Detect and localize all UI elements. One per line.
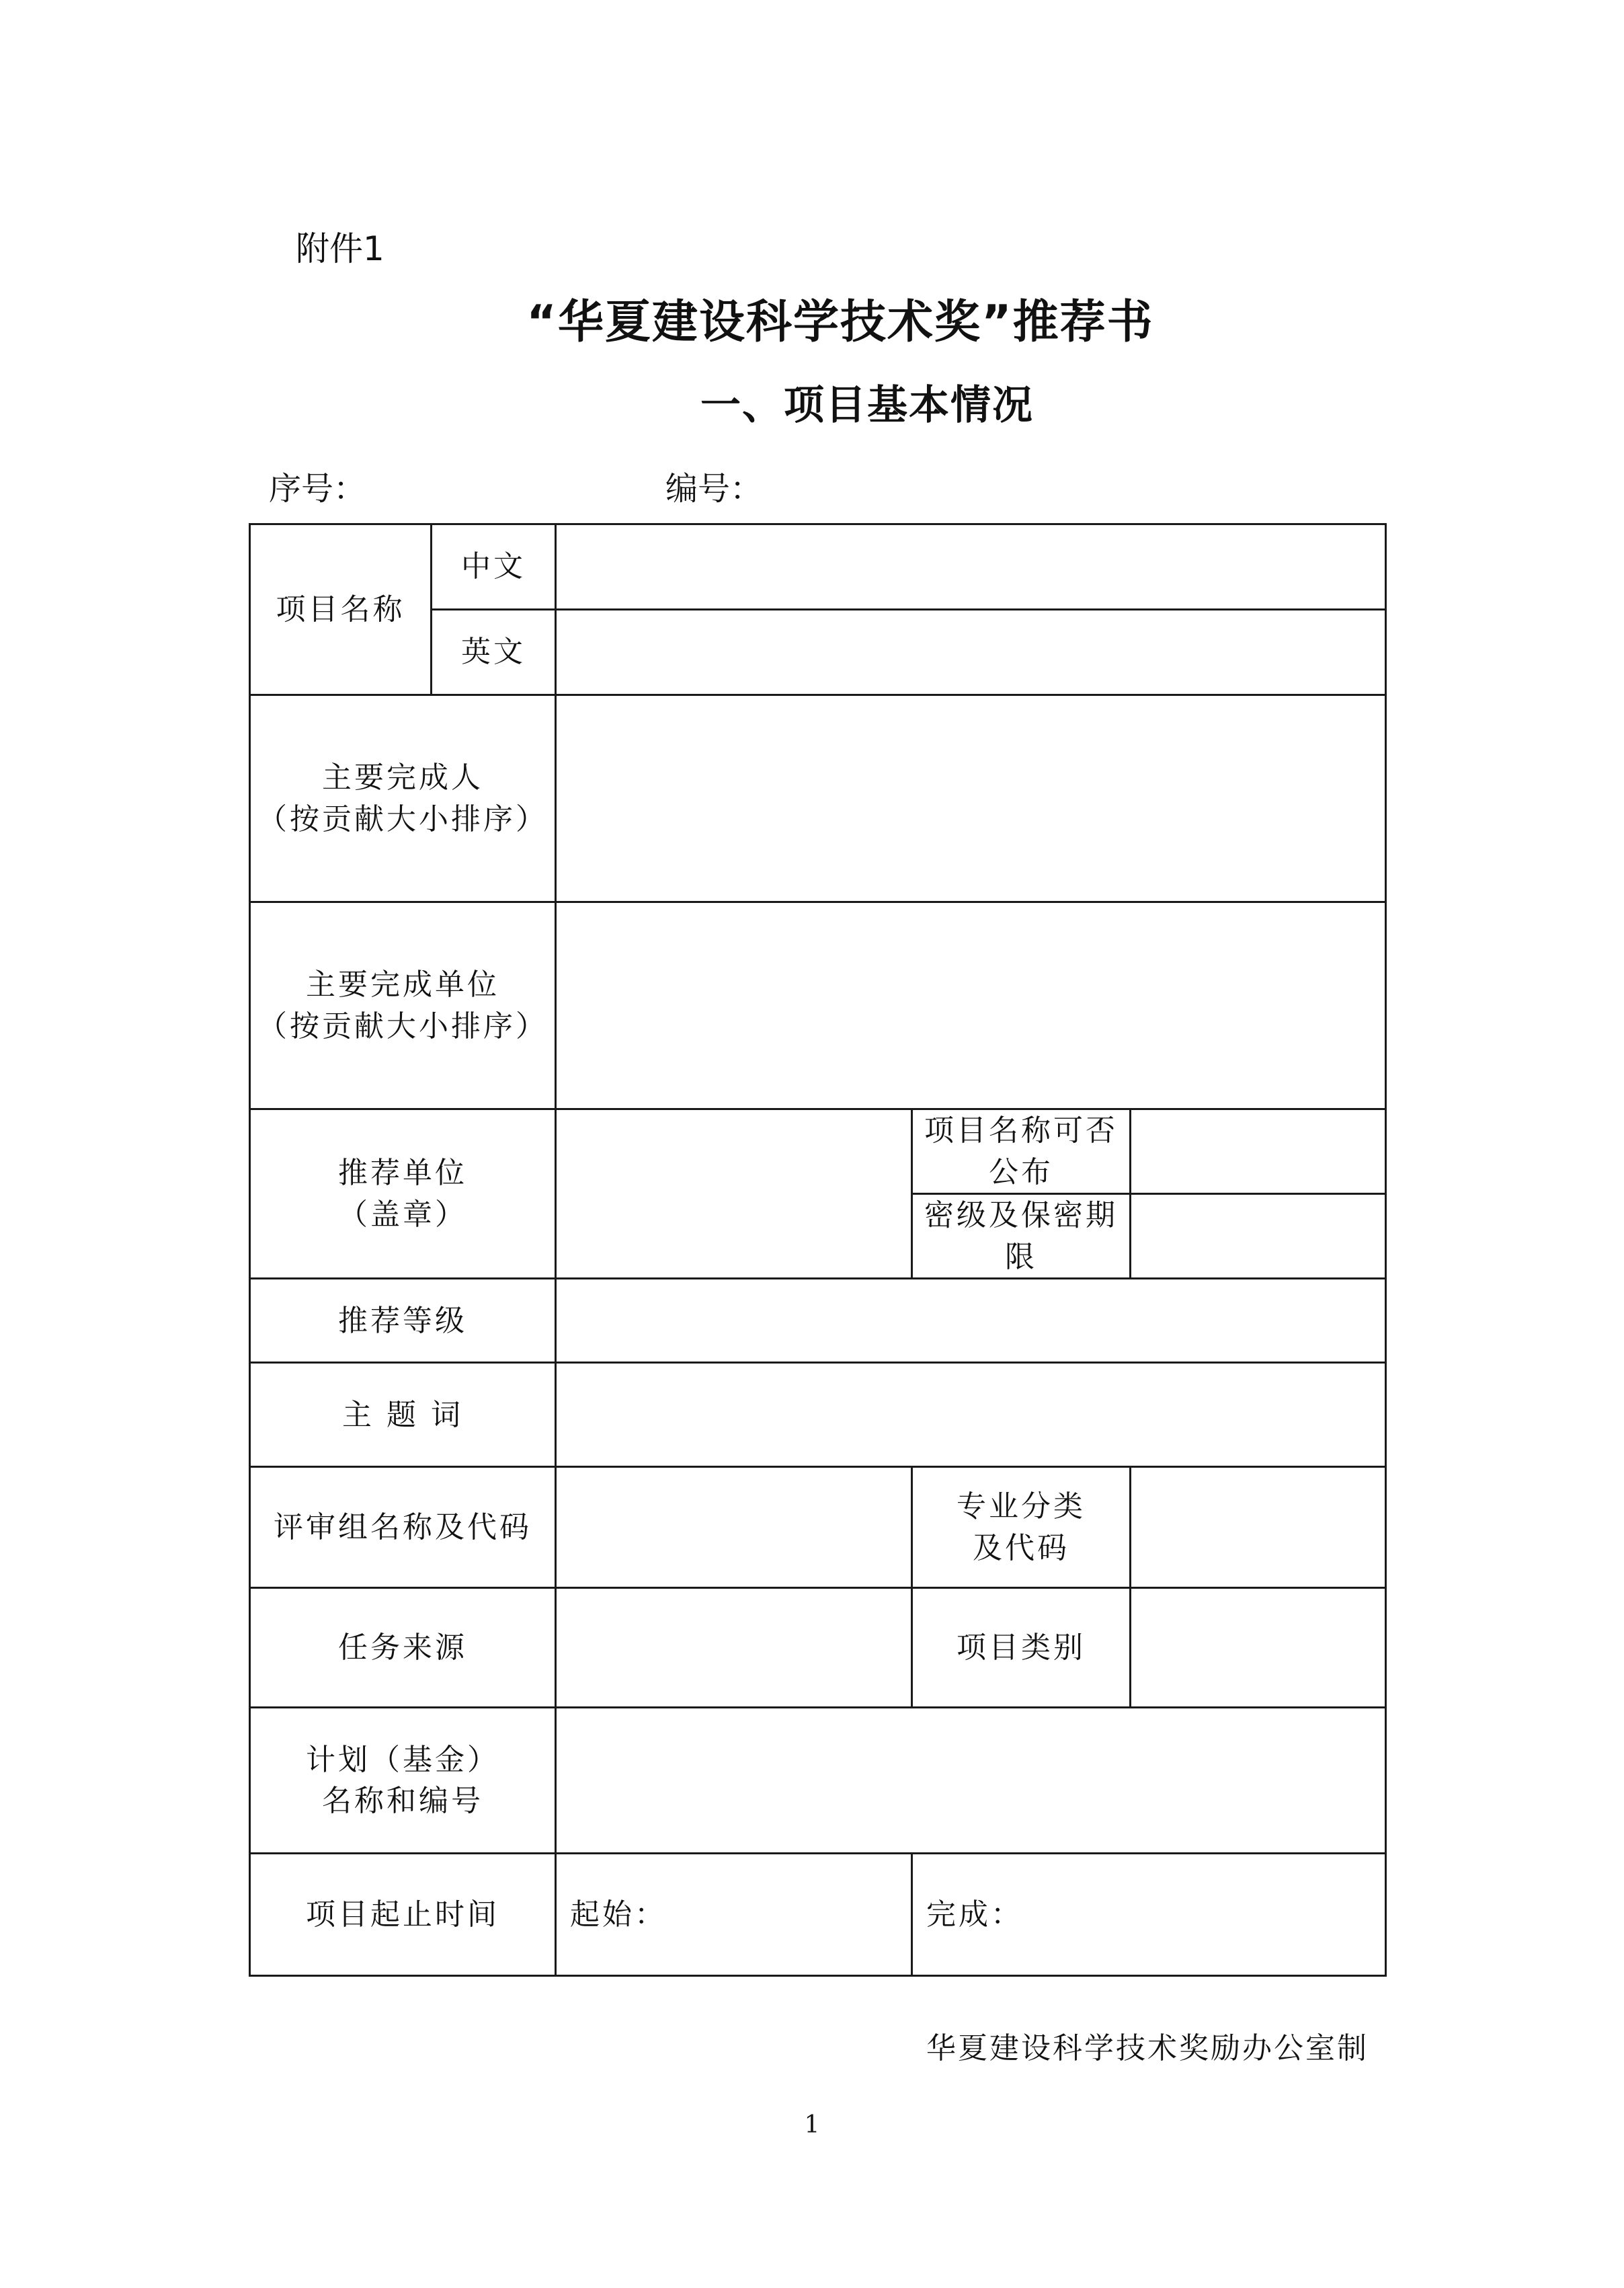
- recommend-unit-label: [250, 1109, 556, 1279]
- secret-level-label: 密级及保密期限: [912, 1194, 1131, 1279]
- table-row: [250, 1109, 1386, 1194]
- chinese-name-input[interactable]: [556, 524, 1386, 610]
- plan-fund-label-line1: 计划（基金）: [306, 1742, 499, 1777]
- plan-fund-input[interactable]: [556, 1708, 1386, 1854]
- main-units-label-line1: 主要完成单位: [306, 967, 499, 1002]
- table-row: [250, 902, 1386, 1109]
- main-units-label-line2: （按贡献大小排序）: [257, 1009, 548, 1043]
- name-public-input[interactable]: [1131, 1109, 1386, 1194]
- specialty-label-line1: 专业分类: [957, 1489, 1086, 1524]
- chinese-label: 中文: [432, 524, 556, 610]
- table-row: [250, 695, 1386, 902]
- project-type-input[interactable]: [1131, 1588, 1386, 1708]
- recommend-grade-input[interactable]: [556, 1279, 1386, 1363]
- attachment-label: 附件1: [296, 229, 384, 268]
- task-source-input[interactable]: [556, 1588, 912, 1708]
- project-period-label: 项目起止时间: [250, 1854, 556, 1976]
- recommend-grade-label: 推荐等级: [250, 1279, 556, 1363]
- table-row: [250, 1279, 1386, 1363]
- section-title: 一、项目基本情况: [700, 382, 1034, 429]
- table-row: [250, 1467, 1386, 1588]
- specialty-label: [912, 1467, 1131, 1588]
- main-persons-label-line1: 主要完成人: [322, 760, 483, 795]
- sequence-number-label: 序号：: [269, 470, 366, 508]
- document-title: “华夏建设科学技术奖”推荐书: [526, 296, 1154, 349]
- main-units-label: [250, 902, 556, 1109]
- project-type-label: 项目类别: [912, 1588, 1131, 1708]
- plan-fund-label: [250, 1708, 556, 1854]
- keywords-label: 主 题 词: [250, 1363, 556, 1467]
- specialty-input[interactable]: [1131, 1467, 1386, 1588]
- recommend-unit-label-line2: （盖章）: [338, 1197, 467, 1232]
- footer-organization: 华夏建设科学技术奖励办公室制: [926, 2031, 1369, 2065]
- name-public-label: 项目名称可否公布: [912, 1109, 1131, 1194]
- serial-code-label: 编号：: [665, 470, 763, 508]
- recommend-unit-input[interactable]: [556, 1109, 912, 1279]
- review-group-input[interactable]: [556, 1467, 912, 1588]
- page-number: 1: [804, 2111, 820, 2139]
- table-row: [250, 1588, 1386, 1708]
- plan-fund-label-line2: 名称和编号: [322, 1784, 483, 1819]
- specialty-label-line2: 及代码: [973, 1530, 1069, 1565]
- table-row: [250, 1854, 1386, 1976]
- main-persons-input[interactable]: [556, 695, 1386, 902]
- end-date-field[interactable]: 完成：: [912, 1854, 1386, 1976]
- start-date-field[interactable]: 起始：: [556, 1854, 912, 1976]
- recommend-unit-label-line1: 推荐单位: [338, 1156, 467, 1191]
- secret-level-input[interactable]: [1131, 1194, 1386, 1279]
- english-label: 英文: [432, 610, 556, 695]
- review-group-label: 评审组名称及代码: [250, 1467, 556, 1588]
- keywords-input[interactable]: [556, 1363, 1386, 1467]
- main-units-input[interactable]: [556, 902, 1386, 1109]
- main-persons-label: [250, 695, 556, 902]
- main-persons-label-line2: （按贡献大小排序）: [257, 801, 548, 836]
- english-name-input[interactable]: [556, 610, 1386, 695]
- task-source-label: 任务来源: [250, 1588, 556, 1708]
- table-row: [250, 1708, 1386, 1854]
- project-info-form: [249, 523, 1387, 1977]
- table-row: [250, 524, 1386, 610]
- table-row: [250, 1363, 1386, 1467]
- project-name-label: 项目名称: [250, 524, 432, 695]
